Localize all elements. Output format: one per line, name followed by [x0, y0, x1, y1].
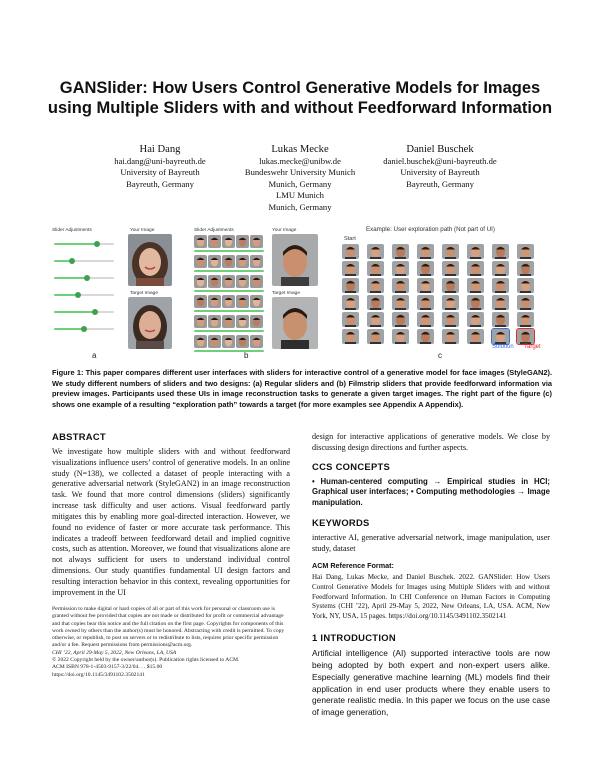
path-step — [517, 244, 534, 259]
solution-label: Solution — [492, 344, 514, 350]
path-step — [392, 329, 409, 344]
path-step — [417, 295, 434, 310]
filmstrip-preview[interactable] — [208, 275, 221, 288]
filmstrip-preview[interactable] — [194, 275, 207, 288]
slider-fill — [54, 277, 87, 279]
path-step — [442, 312, 459, 327]
slider-handle[interactable] — [69, 258, 75, 264]
path-step — [367, 244, 384, 259]
slider-handle[interactable] — [92, 309, 98, 315]
filmstrip-preview[interactable] — [250, 315, 263, 328]
path-step — [517, 278, 534, 293]
keywords-heading: KEYWORDS — [312, 517, 370, 529]
filmstrip-preview[interactable] — [194, 255, 207, 268]
filmstrip-track[interactable] — [194, 250, 264, 252]
panel-c-title: Example: User exploration path (Not part of UI) — [366, 226, 495, 233]
path-step — [392, 295, 409, 310]
path-step — [417, 261, 434, 276]
path-step — [342, 278, 359, 293]
right-column — [312, 432, 550, 719]
path-step — [367, 295, 384, 310]
author-location: Bayreuth, Germany — [406, 178, 474, 189]
ccs-text: • Human-centered computing → Empirical studies in HCI; Graphical user interfaces; • Computing methodologies → Image manipulation. — [312, 476, 550, 508]
venue: CHI ’22, April 29-May 5, 2022, New Orleans, LA, USA — [52, 649, 177, 656]
author-email[interactable]: hai.dang@uni-bayreuth.de — [114, 156, 206, 166]
footnote — [52, 606, 290, 679]
filmstrip-track[interactable] — [194, 330, 264, 332]
filmstrip-preview[interactable] — [236, 295, 249, 308]
path-step — [467, 312, 484, 327]
author-email[interactable]: lukas.mecke@unibw.de — [259, 156, 341, 166]
path-step — [442, 295, 459, 310]
filmstrip-preview[interactable] — [194, 295, 207, 308]
filmstrip-preview[interactable] — [222, 295, 235, 308]
filmstrip-track[interactable] — [194, 270, 264, 272]
filmstrip-preview[interactable] — [250, 255, 263, 268]
filmstrip-preview[interactable] — [250, 295, 263, 308]
filmstrip-preview[interactable] — [236, 335, 249, 348]
path-step — [517, 261, 534, 276]
filmstrip-preview[interactable] — [250, 235, 263, 248]
slider-handle[interactable] — [94, 241, 100, 247]
filmstrip-track[interactable] — [194, 310, 264, 312]
path-step — [467, 278, 484, 293]
abstract-continuation: design for interactive applications of generative models. We close by discussing design directions and further aspects. — [312, 432, 550, 452]
ccs-heading: CCS CONCEPTS — [312, 460, 391, 472]
path-step — [417, 244, 434, 259]
path-target — [517, 329, 534, 344]
author-affiliation: University of Bayreuth — [400, 167, 480, 178]
author-email[interactable]: daniel.buschek@uni-bayreuth.de — [383, 156, 497, 166]
filmstrip-preview[interactable] — [208, 295, 221, 308]
author-3 — [360, 143, 520, 190]
author-location-2: Munich, Germany — [268, 201, 332, 212]
author-location: Munich, Germany — [268, 178, 332, 189]
author-affiliation-2: LMU Munich — [276, 190, 324, 201]
path-step — [342, 295, 359, 310]
abstract-text: We investigate how multiple sliders with and without feedforward visualizations influence users’ control of generative models. In an online study (N=138), we collected a dataset of people interacting with a generative adversarial network (StyleGAN2) in an image reconstruction task. We found that more control dimensions (sliders) significantly increase task difficulty and user actions. Visual feedforward partly mitigates this by enabling more goal-directed interaction. However, we found no evidence of faster or more accurate task performance. This indicates a tradeoff between feedforward detail and implied cognitive costs, such as attention. Moreover, we found that visualizations alone are not always sufficient for users to understand individual control dimensions. Our study quantifies fundamental UI design factors and resulting interaction behavior in this context, revealing opportunities for improvement in the UI — [52, 446, 290, 597]
author-name: Lukas Mecke — [271, 144, 329, 155]
author-name: Daniel Buschek — [406, 144, 474, 155]
path-step — [392, 312, 409, 327]
figure-1 — [52, 225, 552, 365]
filmstrip-preview[interactable] — [250, 275, 263, 288]
path-step — [342, 312, 359, 327]
path-step — [367, 278, 384, 293]
filmstrip-preview[interactable] — [208, 315, 221, 328]
doi-link[interactable]: https://doi.org/10.1145/3491102.3502141 — [52, 671, 145, 678]
filmstrip-preview[interactable] — [208, 335, 221, 348]
filmstrip-preview[interactable] — [222, 235, 235, 248]
permission-text: Permission to make digital or hard copies of all or part of this work for personal or classroom use is granted without fee provided that copies are not made or distributed for profit or commercial advantage and that copies bear this notice and the full citation on the first page. Copyrights for components of this work owned by others than the author(s) must be honored. Abstracting with credit is permitted. To copy otherwise, or republish, to post on servers or to redistribute to lists, requires prior specific permission and/or a fee. Request permissions from permissions@acm.org. — [52, 606, 285, 649]
panel-label-b: b — [244, 351, 249, 360]
path-step — [417, 312, 434, 327]
your-image-label: Your Image — [130, 228, 155, 233]
filmstrip-preview[interactable] — [194, 235, 207, 248]
reference-heading: ACM Reference Format: — [312, 560, 394, 570]
path-step — [417, 329, 434, 344]
path-step — [367, 329, 384, 344]
path-step — [342, 329, 359, 344]
path-step — [392, 278, 409, 293]
target-image-face — [128, 297, 172, 349]
path-step — [442, 329, 459, 344]
filmstrip-preview[interactable] — [194, 315, 207, 328]
slider-fill — [54, 328, 84, 330]
panel-c — [338, 225, 552, 360]
author-affiliation: Bundeswehr University Munich — [244, 167, 356, 178]
path-step — [492, 312, 509, 327]
filmstrip-track[interactable] — [194, 350, 264, 352]
path-step — [367, 261, 384, 276]
slider-handle[interactable] — [81, 326, 87, 332]
filmstrip-preview[interactable] — [222, 255, 235, 268]
target-image-label: Target Image — [272, 291, 300, 296]
slider-header: Slider Adjustments — [52, 228, 92, 233]
author-name: Hai Dang — [139, 144, 181, 155]
path-step — [442, 278, 459, 293]
filmstrip-preview[interactable] — [236, 255, 249, 268]
filmstrip-preview[interactable] — [236, 315, 249, 328]
path-step — [367, 312, 384, 327]
intro-heading: 1 INTRODUCTION — [312, 632, 396, 644]
figure-caption: Figure 1: This paper compares different user interfaces with sliders for interactive control of a generative model for face images (StyleGAN2). We study different numbers of sliders and two designs: (a) Regular sliders and (b) Filmstrip sliders that provide feedforward information via preview images. Participants used these UIs in image reconstruction tasks to generate a given target images. The right part of the figure (c) shows one example of a resulting “exploration path” towards a target (for more examples see Appendix A Appendix). — [52, 368, 552, 409]
path-step — [342, 261, 359, 276]
your-image-face — [272, 234, 318, 286]
path-step — [442, 261, 459, 276]
author-affiliation: University of Bayreuth — [120, 167, 200, 178]
path-solution — [492, 329, 509, 344]
filmstrip-preview[interactable] — [208, 235, 221, 248]
path-step — [392, 261, 409, 276]
copyright: © 2022 Copyright held by the owner/author(s). Publication rights licensed to ACM. — [52, 657, 240, 664]
path-step — [467, 329, 484, 344]
path-step — [392, 244, 409, 259]
target-image-face — [272, 297, 318, 349]
slider-handle[interactable] — [84, 275, 90, 281]
filmstrip-preview[interactable] — [222, 315, 235, 328]
abstract-heading: ABSTRACT — [52, 431, 106, 442]
author-location: Bayreuth, Germany — [126, 178, 194, 189]
path-step — [442, 244, 459, 259]
start-label: Start — [344, 236, 356, 242]
isbn: ACM ISBN 978-1-4503-9157-3/22/04. . . $15.00 — [52, 664, 163, 671]
filmstrip-preview[interactable] — [194, 335, 207, 348]
left-column — [52, 432, 290, 599]
path-step — [467, 295, 484, 310]
filmstrip-preview[interactable] — [250, 335, 263, 348]
slider-fill — [54, 311, 95, 313]
path-step — [492, 244, 509, 259]
filmstrip-track[interactable] — [194, 290, 264, 292]
author-2 — [220, 143, 380, 213]
path-step — [517, 312, 534, 327]
path-step — [517, 295, 534, 310]
intro-text: Artificial intelligence (AI) supported interactive tools are now being adopted by both expert and non-expert users alike. Especially generative machine learning (ML) models find their application in end user products where they enable users to generate realistic media. In this paper we focus on the use case of image generation, — [312, 648, 550, 718]
panel-label-c: c — [438, 351, 442, 360]
your-image-face — [128, 234, 172, 286]
path-step — [492, 261, 509, 276]
path-step — [467, 261, 484, 276]
reference-text: Hai Dang, Lukas Mecke, and Daniel Buschek. 2022. GANSlider: How Users Control Generative Models for Images using Multiple Sliders with and without Feedforward Information. In CHI Conference on Human Factors in Computing Systems (CHI ’22), April 29-May 5, 2022, New Orleans, LA, USA. ACM, New York, NY, USA, 15 pages. https://doi.org/10.1145/3491102.3502141 — [312, 573, 550, 620]
target-label: Target — [524, 344, 541, 350]
your-image-label: Your Image — [272, 228, 297, 233]
slider-fill — [54, 243, 97, 245]
filmstrip-preview[interactable] — [222, 275, 235, 288]
author-1 — [80, 143, 240, 190]
keywords-text: interactive AI, generative adversarial network, image manipulation, user study, dataset — [312, 532, 550, 553]
filmstrip-preview[interactable] — [208, 255, 221, 268]
panel-a — [52, 225, 184, 360]
filmstrip-preview[interactable] — [222, 335, 235, 348]
path-step — [492, 278, 509, 293]
panel-label-a: a — [92, 351, 97, 360]
filmstrip-preview[interactable] — [236, 275, 249, 288]
path-step — [342, 244, 359, 259]
paper-title: GANSlider: How Users Control Generative Models for Images using Multiple Sliders with and without Feedforward Information — [47, 79, 553, 117]
slider-header: Slider Adjustments — [194, 228, 234, 233]
path-step — [492, 295, 509, 310]
slider-handle[interactable] — [75, 292, 81, 298]
path-step — [467, 244, 484, 259]
path-step — [417, 278, 434, 293]
target-image-label: Target Image — [130, 291, 158, 296]
panel-b — [190, 225, 330, 360]
filmstrip-preview[interactable] — [236, 235, 249, 248]
